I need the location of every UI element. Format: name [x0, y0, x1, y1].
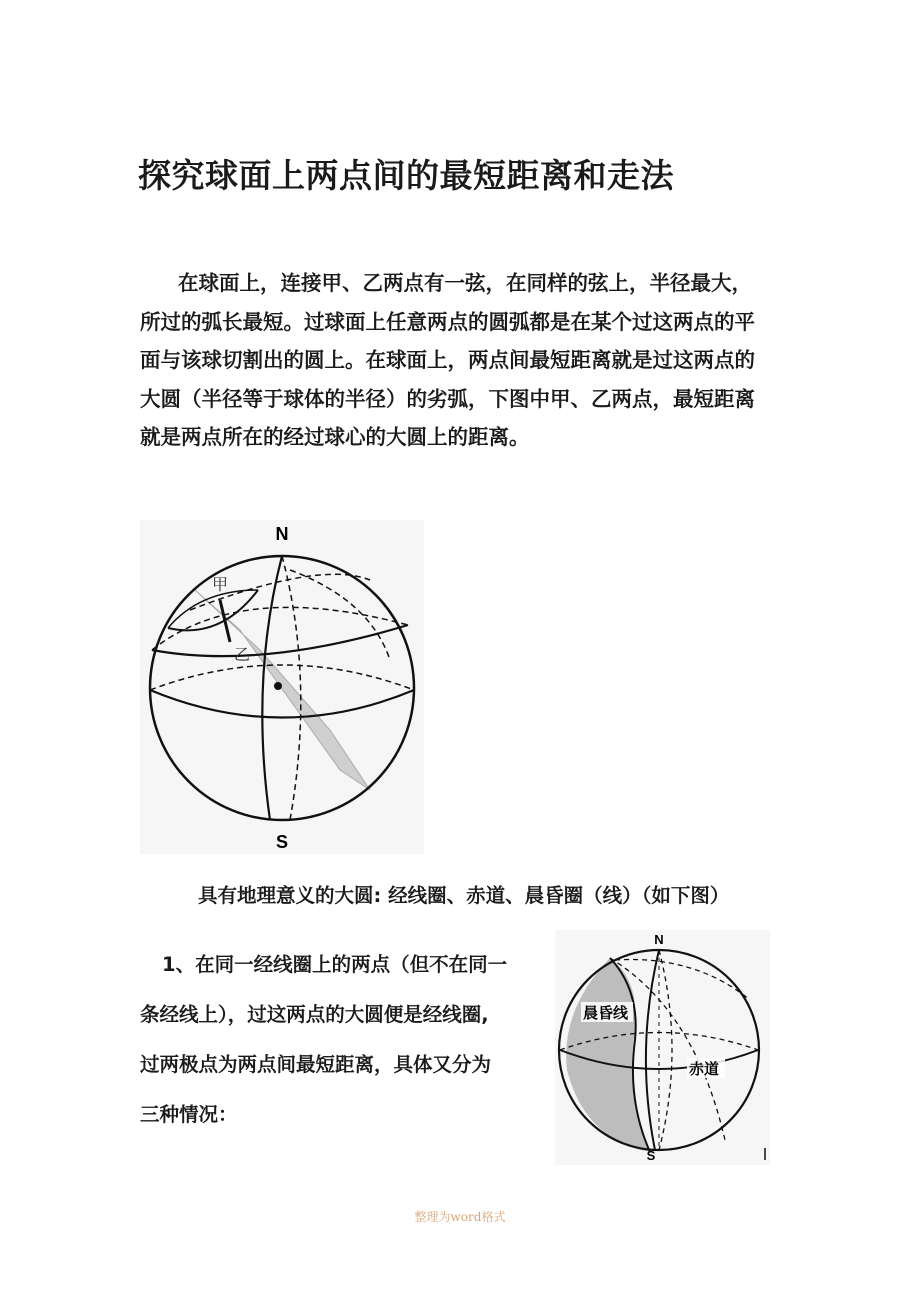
figure-caption: 具有地理意义的大圆: 经线圈、赤道、晨昏圈（线）（如下图） [198, 884, 730, 907]
intro-line: 就是两点所在的经过球心的大圆上的距离。 [140, 425, 530, 449]
north-label: N [654, 932, 664, 947]
case-line: 1、在同一经线圈上的两点（但不在同一 [162, 953, 508, 976]
intro-line: 在球面上，连接甲、乙两点有一弦，在同样的弦上，半径最大， [178, 271, 752, 295]
sphere-figure-terminator [555, 930, 770, 1165]
case-line: 过两极点为两点间最短距离，具体又分为 [140, 1053, 492, 1076]
point-a-label: 甲 [212, 577, 229, 594]
case-line: 条经线上），过这两点的大圆便是经线圈, [140, 1003, 489, 1026]
case-paragraph [140, 940, 550, 1140]
terminator-label: 晨昏线 [583, 1005, 629, 1022]
point-b-label: 乙 [234, 647, 251, 664]
case-line: 三种情况： [140, 1103, 238, 1126]
equator-label: 赤道 [689, 1061, 720, 1078]
sphere-figure-great-circle [140, 520, 424, 854]
page-title: 探究球面上两点间的最短距离和走法 [138, 156, 674, 195]
south-label: S [646, 1148, 656, 1163]
intro-line: 面与该球切割出的圆上。在球面上，两点间最短距离就是过这两点的 [140, 348, 755, 372]
intro-line: 大圆（半径等于球体的半径）的劣弧，下图中甲、乙两点，最短距离 [140, 386, 755, 411]
page-footer: 整理为word格式 [414, 1210, 506, 1224]
intro-line: 所过的弧长最短。过球面上任意两点的圆弧都是在某个过这两点的平 [140, 309, 755, 334]
north-label: N [275, 524, 289, 544]
south-label: S [275, 832, 289, 852]
intro-paragraph [140, 264, 790, 457]
